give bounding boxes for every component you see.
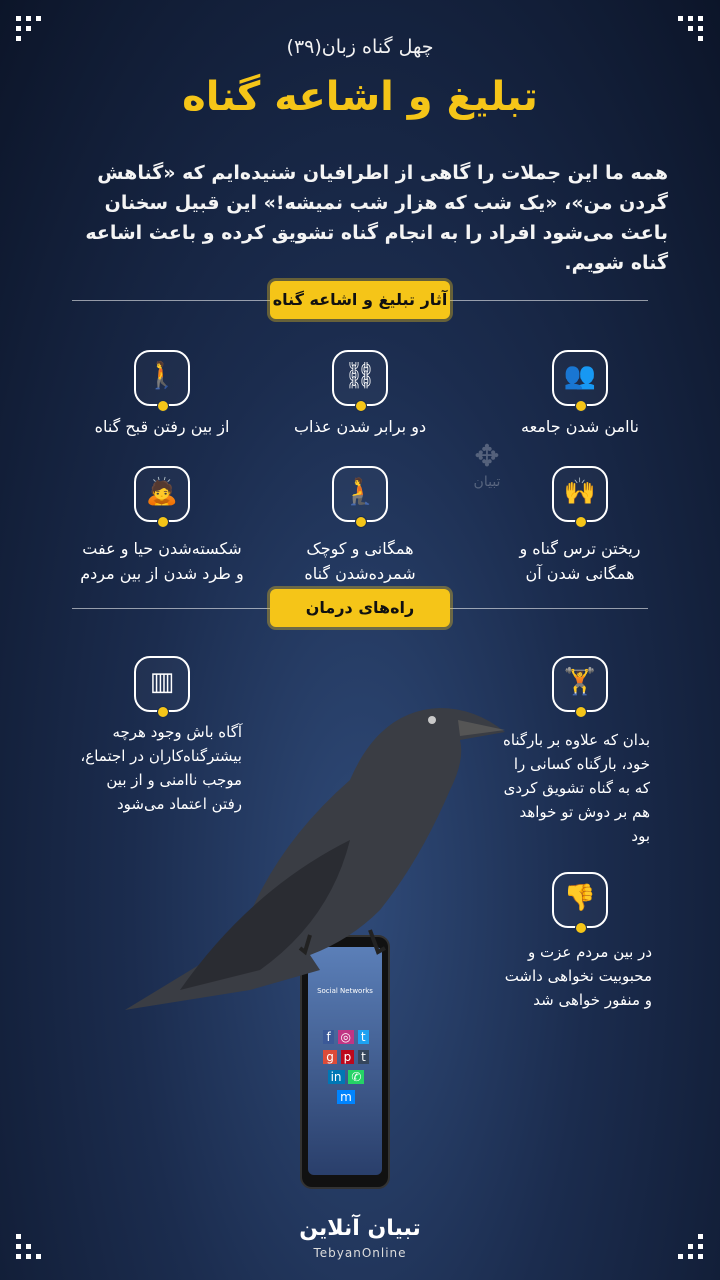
remedy-text: بدان که علاوه بر بارگناه خود، بارگناه کسانی را که به گناه تشویق کردی هم بر دوش تو خواهد بود bbox=[502, 731, 650, 845]
brand-latin-text: TebyanOnline bbox=[313, 1246, 407, 1260]
remedy-text: در بین مردم عزت و محبوبیت نخواهی داشت و منفور خواهی شد bbox=[504, 943, 652, 1009]
remedies-section-heading: راه‌های درمان bbox=[270, 589, 450, 627]
effect-label: شکسته‌شدن حیا و عفت و طرد شدن از بین مردم bbox=[80, 539, 244, 583]
prison-bars-icon: ▥ bbox=[134, 656, 190, 712]
effect-label: از بین رفتن قبح گناه bbox=[94, 417, 230, 436]
bent-person-icon: 🚶 bbox=[134, 350, 190, 406]
thumbs-down-icon: 👎 bbox=[552, 872, 608, 928]
effect-label: همگانی و کوچک شمرده‌شدن گناه bbox=[304, 539, 416, 583]
social-app-icons: f ◎ t g p t in ✆ m bbox=[318, 1027, 374, 1107]
brand-logo-text: تبیان آنلاین bbox=[299, 1216, 421, 1241]
effect-label: ریختن ترس گناه و همگانی شدن آن bbox=[519, 539, 641, 583]
ashamed-person-icon: 🙇 bbox=[134, 466, 190, 522]
raised-arms-person-icon: 🙌 bbox=[552, 466, 608, 522]
burden-person-icon: 🏋 bbox=[552, 656, 608, 712]
effect-label: ناامن شدن جامعه bbox=[521, 417, 639, 436]
remedy-text: آگاه باش وجود هرچه بیشترگناه‌کاران در اجتماع، موجب ناامنی و از بین رفتن اعتماد می‌شود bbox=[80, 723, 242, 813]
series-subtitle: چهل گناه زبان(۳۹) bbox=[286, 36, 434, 58]
effects-section-heading: آثار تبلیغ و اشاعه گناه bbox=[270, 281, 450, 319]
crowd-icon: 👥 bbox=[552, 350, 608, 406]
page-title: تبلیغ و اشاعه گناه bbox=[182, 74, 538, 120]
kneeling-person-icon: 🧎 bbox=[332, 466, 388, 522]
chained-person-icon: ⛓ bbox=[332, 350, 388, 406]
phone-screen-label: Social Networks bbox=[317, 987, 373, 995]
effect-label: دو برابر شدن عذاب bbox=[293, 417, 427, 436]
intro-paragraph: همه ما این جملات را گاهی از اطرافیان شنیده‌ایم که «گناهش گردن من»، «یک شب که هزار شب نمیشه!» این قبیل سخنان باعث می‌شود افراد را به انجام گناه تشویق کرده و باعث اشاعه گناه شویم. bbox=[85, 162, 668, 274]
tebyan-watermark: ✥ تبیان bbox=[473, 439, 501, 490]
